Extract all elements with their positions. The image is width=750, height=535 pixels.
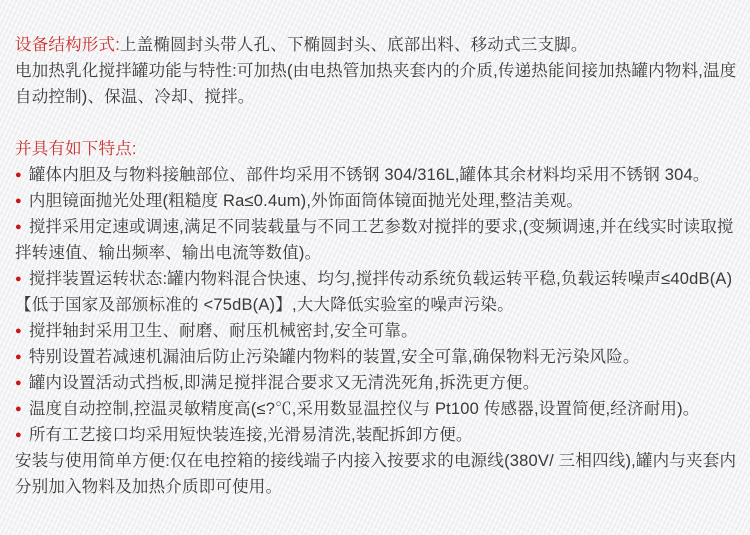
install-note: 安装与使用简单方便:仅在电控箱的接线端子内接入按要求的电源线(380V/ 三相四线),罐内与夹套内分别加入物料及加热介质即可使用。 — [15, 452, 737, 496]
structure-line — [15, 32, 738, 58]
bullet-icon: ● — [15, 377, 22, 389]
bullet-icon: ● — [15, 351, 22, 363]
feature-item — [15, 162, 738, 188]
bullet-icon: ● — [15, 169, 22, 181]
feature-item — [15, 188, 738, 214]
feature-text: 搅拌装置运转状态:罐内物料混合快速、均匀,搅拌传动系统负载运转平稳,负载运转噪声≤40dB(A)【低于国家及部颁标准的 <75dB(A)】,大大降低实验室的噪声污染。 — [15, 270, 733, 314]
feature-item — [15, 422, 738, 448]
bullet-icon: ● — [15, 195, 22, 207]
feature-text: 罐内设置活动式挡板,即满足搅拌混合要求又无清洗死角,拆洗更方便。 — [28, 374, 540, 392]
feature-item — [15, 396, 738, 422]
structure-text: 上盖椭圆封头带人孔、下椭圆封头、底部出料、移动式三支脚。 — [119, 36, 588, 54]
feature-text: 罐体内胆及与物料接触部位、部件均采用不锈钢 304/316L,罐体其余材料均采用不锈钢 304。 — [28, 166, 710, 184]
bullet-icon: ● — [15, 403, 22, 415]
feature-text: 特别设置若减速机漏油后防止污染罐内物料的装置,安全可靠,确保物料无污染风险。 — [28, 348, 640, 366]
feature-item — [15, 214, 738, 266]
feature-item — [15, 318, 738, 344]
feature-text: 温度自动控制,控温灵敏精度高(≤?℃,采用数显温控仪与 Pt100 传感器,设置简便,经济耐用)。 — [28, 400, 700, 418]
feature-text: 所有工艺接口均采用短快装连接,光滑易清洗,装配拆卸方便。 — [28, 426, 473, 444]
function-line: 电加热乳化搅拌罐功能与特性:可加热(由电热管加热夹套内的介质,传递热能间接加热罐内物料,温度自动控制)、保温、冷却、搅拌。 — [15, 62, 737, 106]
bullet-icon: ● — [15, 221, 22, 233]
bullet-icon: ● — [15, 273, 22, 285]
features-heading: 并具有如下特点: — [15, 140, 137, 158]
feature-item — [15, 344, 738, 370]
structure-label: 设备结构形式: — [15, 36, 120, 54]
feature-item — [15, 266, 738, 318]
bullet-icon: ● — [15, 325, 22, 337]
feature-item — [15, 370, 738, 396]
bullet-icon: ● — [15, 429, 22, 441]
feature-text: 搅拌采用定速或调速,满足不同装载量与不同工艺参数对搅拌的要求,(变频调速,并在线实时读取搅拌转速值、输出频率、输出电流等数值)。 — [15, 218, 734, 262]
feature-text: 搅拌轴封采用卫生、耐磨、耐压机械密封,安全可靠。 — [28, 322, 418, 340]
feature-text: 内胆镜面抛光处理(粗糙度 Ra≤0.4um),外饰面筒体镜面抛光处理,整洁美观。 — [28, 192, 584, 210]
